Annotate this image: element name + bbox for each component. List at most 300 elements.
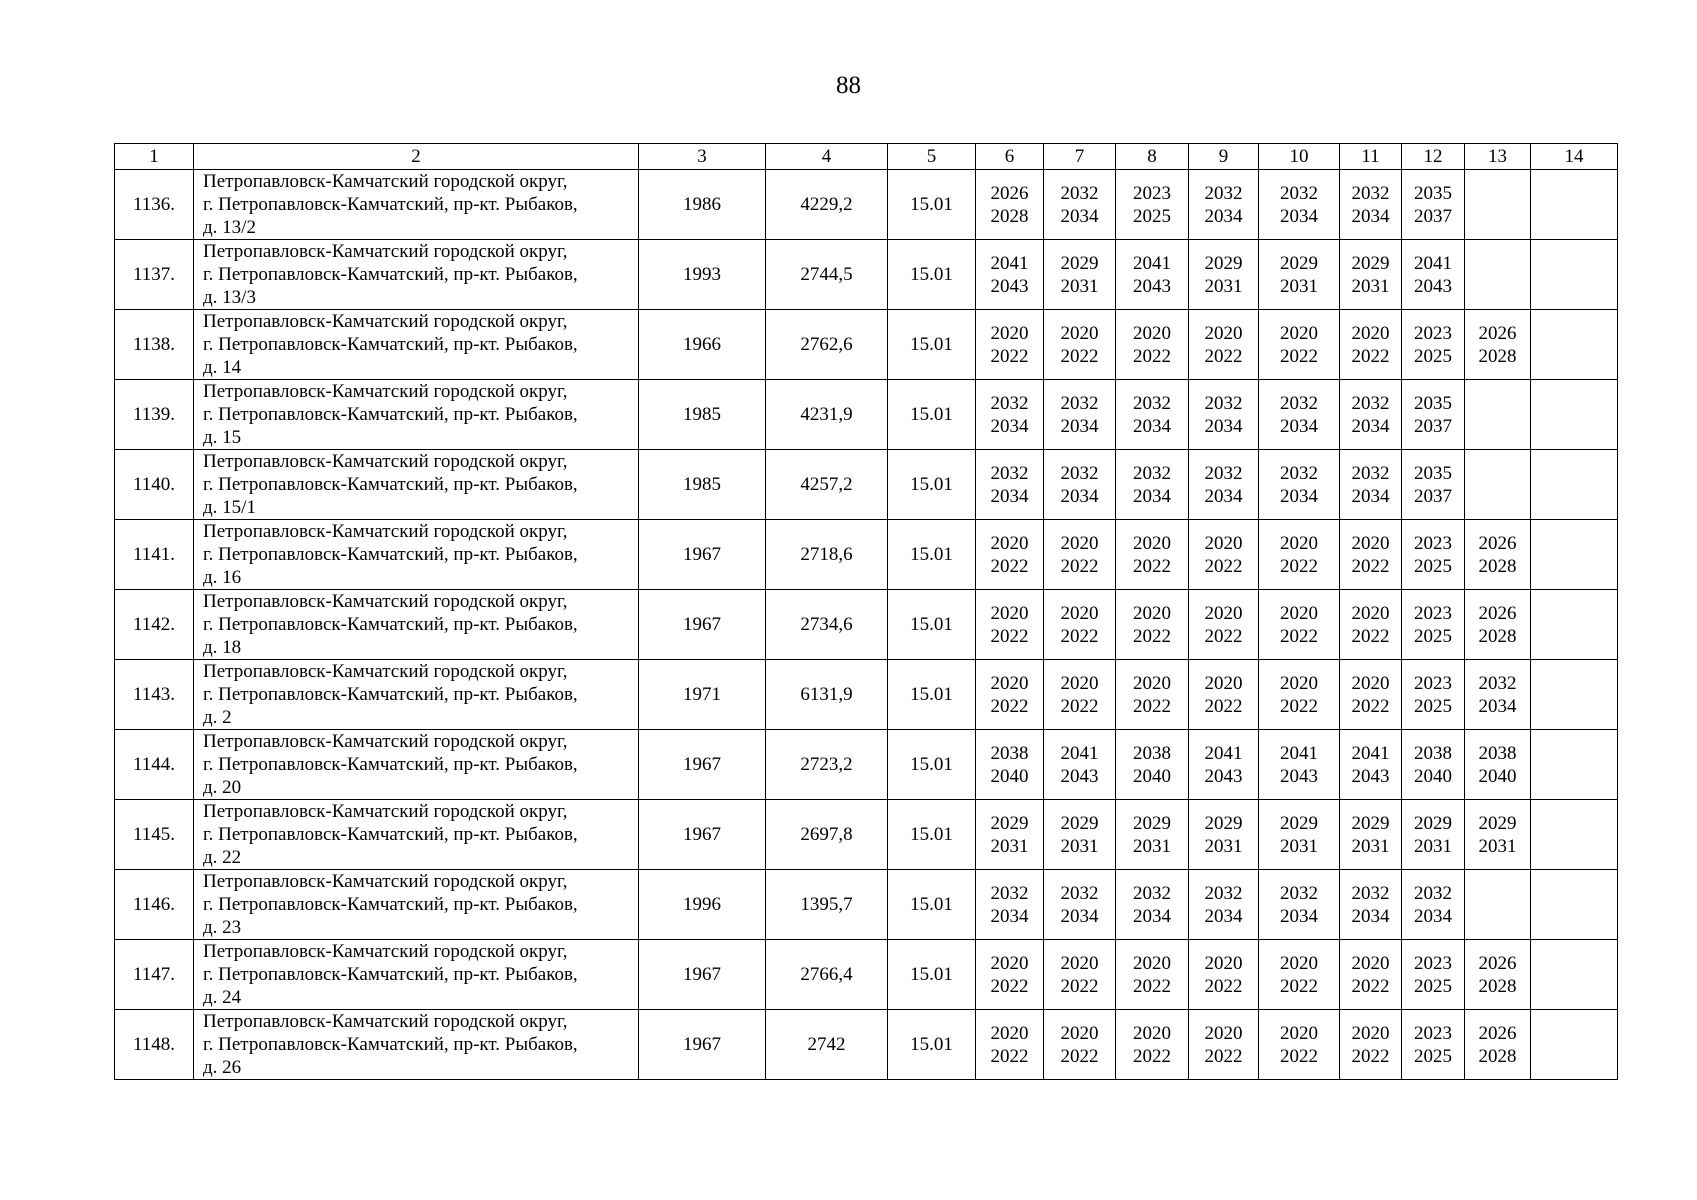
- period-end: 2028: [1478, 555, 1517, 577]
- period-cell: [1465, 240, 1531, 310]
- column-header: 2: [194, 144, 639, 170]
- period-end: 2028: [990, 205, 1029, 227]
- period-cell: [976, 590, 1044, 660]
- address-line: г. Петропавловск-Камчатский, пр-кт. Рыбаков,: [203, 194, 578, 215]
- row-number-cell: 1146.: [115, 870, 194, 940]
- period-cell: [1531, 660, 1618, 730]
- period-start: 2020: [1351, 672, 1390, 694]
- period-cell: [1189, 520, 1259, 590]
- area-cell: 2697,8: [766, 800, 888, 870]
- period-end: 2034: [990, 485, 1029, 507]
- period-end: 2040: [1414, 765, 1452, 787]
- period-cell: [1116, 660, 1189, 730]
- period-cell: [1340, 310, 1402, 380]
- year-cell: 1986: [639, 170, 766, 240]
- period-cell: [1259, 590, 1340, 660]
- period-start: 2020: [1060, 532, 1099, 554]
- period-cell: [1340, 730, 1402, 800]
- period-cell: [1189, 450, 1259, 520]
- period-start: 2020: [1351, 322, 1390, 344]
- period-end: 2022: [1060, 975, 1099, 997]
- period-end: 2034: [1478, 695, 1517, 717]
- table-row: [115, 380, 1618, 450]
- address-cell: [194, 1010, 639, 1080]
- address-line: Петропавловск-Камчатский городской округ,: [203, 731, 568, 752]
- period-start: 2020: [1204, 322, 1243, 344]
- year-cell: 1967: [639, 1010, 766, 1080]
- address-line: г. Петропавловск-Камчатский, пр-кт. Рыбаков,: [203, 964, 578, 985]
- period-end: 2034: [1280, 485, 1318, 507]
- period-end: 2031: [1351, 275, 1390, 297]
- address-line: Петропавловск-Камчатский городской округ,: [203, 1011, 568, 1032]
- period-end: 2022: [990, 625, 1029, 647]
- year-cell: 1967: [639, 940, 766, 1010]
- area-cell: 2766,4: [766, 940, 888, 1010]
- period-start: 2032: [1351, 392, 1390, 414]
- address-line: д. 13/3: [203, 287, 256, 308]
- period-end: 2031: [1351, 835, 1390, 857]
- period-cell: [1116, 520, 1189, 590]
- period-start: 2023: [1414, 532, 1452, 554]
- period-end: 2022: [990, 975, 1029, 997]
- period-start: 2032: [1204, 392, 1243, 414]
- period-end: 2034: [990, 905, 1029, 927]
- area-cell: 6131,9: [766, 660, 888, 730]
- period-cell: [1044, 730, 1116, 800]
- year-cell: 1967: [639, 800, 766, 870]
- period-cell: [1402, 170, 1465, 240]
- area-cell: 2762,6: [766, 310, 888, 380]
- period-end: 2034: [1280, 415, 1318, 437]
- period-cell: [1116, 870, 1189, 940]
- period-end: 2040: [1133, 765, 1171, 787]
- address-line: г. Петропавловск-Камчатский, пр-кт. Рыбаков,: [203, 894, 578, 915]
- address-cell: [194, 590, 639, 660]
- period-end: 2034: [1133, 905, 1171, 927]
- period-cell: [1189, 940, 1259, 1010]
- address-line: Петропавловск-Камчатский городской округ,: [203, 311, 568, 332]
- row-number-cell: 1148.: [115, 1010, 194, 1080]
- period-start: 2029: [1478, 812, 1517, 834]
- row-number-cell: 1138.: [115, 310, 194, 380]
- period-cell: [1402, 940, 1465, 1010]
- period-cell: [1116, 730, 1189, 800]
- period-start: 2020: [1133, 952, 1171, 974]
- period-start: 2020: [1204, 672, 1243, 694]
- period-start: 2038: [1414, 742, 1452, 764]
- period-cell: [976, 730, 1044, 800]
- column-header: 14: [1531, 144, 1618, 170]
- period-end: 2034: [1204, 415, 1243, 437]
- year-cell: 1967: [639, 590, 766, 660]
- period-cell: [1531, 730, 1618, 800]
- period-start: 2020: [990, 532, 1029, 554]
- period-cell: [1259, 660, 1340, 730]
- address-line: г. Петропавловск-Камчатский, пр-кт. Рыбаков,: [203, 1034, 578, 1055]
- period-cell: [1465, 940, 1531, 1010]
- table-row: [115, 800, 1618, 870]
- period-end: 2022: [1060, 345, 1099, 367]
- period-start: 2032: [1280, 392, 1318, 414]
- period-cell: [1189, 1010, 1259, 1080]
- period-cell: [1044, 590, 1116, 660]
- period-start: 2038: [1478, 742, 1517, 764]
- address-cell: [194, 800, 639, 870]
- period-end: 2022: [990, 1045, 1029, 1067]
- period-cell: [1340, 800, 1402, 870]
- period-cell: [1531, 1010, 1618, 1080]
- period-end: 2022: [1060, 1045, 1099, 1067]
- period-end: 2025: [1414, 695, 1452, 717]
- code-cell: 15.01: [888, 730, 976, 800]
- period-start: 2032: [990, 392, 1029, 414]
- period-start: 2026: [1478, 532, 1517, 554]
- period-start: 2020: [990, 1022, 1029, 1044]
- period-cell: [1531, 520, 1618, 590]
- period-start: 2020: [1280, 1022, 1318, 1044]
- column-header: 7: [1044, 144, 1116, 170]
- period-start: 2023: [1414, 322, 1452, 344]
- address-line: д. 13/2: [203, 217, 256, 238]
- period-cell: [1531, 870, 1618, 940]
- period-cell: [1116, 940, 1189, 1010]
- address-line: д. 24: [203, 987, 242, 1008]
- period-cell: [1259, 450, 1340, 520]
- period-start: 2032: [1280, 462, 1318, 484]
- row-number-cell: 1144.: [115, 730, 194, 800]
- period-start: 2041: [1060, 742, 1099, 764]
- code-cell: 15.01: [888, 870, 976, 940]
- period-start: 2032: [1351, 182, 1390, 204]
- row-number-cell: 1145.: [115, 800, 194, 870]
- period-end: 2034: [1060, 415, 1099, 437]
- period-cell: [1531, 590, 1618, 660]
- period-start: 2020: [1133, 1022, 1171, 1044]
- period-end: 2034: [1133, 485, 1171, 507]
- period-cell: [1402, 870, 1465, 940]
- period-cell: [1259, 730, 1340, 800]
- address-cell: [194, 450, 639, 520]
- row-number-cell: 1139.: [115, 380, 194, 450]
- period-end: 2031: [1478, 835, 1517, 857]
- period-cell: [1116, 1010, 1189, 1080]
- period-cell: [1402, 660, 1465, 730]
- period-cell: [1189, 800, 1259, 870]
- table-row: [115, 310, 1618, 380]
- period-start: 2020: [1060, 602, 1099, 624]
- period-start: 2020: [1204, 952, 1243, 974]
- period-end: 2022: [990, 695, 1029, 717]
- period-cell: [976, 170, 1044, 240]
- table-row: [115, 520, 1618, 590]
- period-end: 2034: [1351, 205, 1390, 227]
- period-end: 2022: [1204, 1045, 1243, 1067]
- period-cell: [1044, 520, 1116, 590]
- period-start: 2026: [990, 182, 1029, 204]
- period-end: 2034: [1414, 905, 1452, 927]
- period-cell: [1531, 240, 1618, 310]
- period-cell: [1044, 800, 1116, 870]
- period-cell: [1259, 940, 1340, 1010]
- column-header: 13: [1465, 144, 1531, 170]
- period-start: 2023: [1414, 602, 1452, 624]
- column-number-row: [115, 144, 1618, 170]
- column-header: 10: [1259, 144, 1340, 170]
- period-end: 2022: [1060, 555, 1099, 577]
- period-start: 2020: [1060, 322, 1099, 344]
- address-line: г. Петропавловск-Камчатский, пр-кт. Рыбаков,: [203, 334, 578, 355]
- period-cell: [1465, 170, 1531, 240]
- period-start: 2029: [1060, 812, 1099, 834]
- period-end: 2034: [990, 415, 1029, 437]
- address-line: г. Петропавловск-Камчатский, пр-кт. Рыбаков,: [203, 824, 578, 845]
- period-cell: [1531, 380, 1618, 450]
- address-line: Петропавловск-Камчатский городской округ,: [203, 801, 568, 822]
- period-cell: [1189, 590, 1259, 660]
- period-start: 2032: [1204, 182, 1243, 204]
- period-start: 2029: [1280, 812, 1318, 834]
- period-cell: [1340, 450, 1402, 520]
- period-end: 2022: [1133, 625, 1171, 647]
- code-cell: 15.01: [888, 310, 976, 380]
- period-start: 2032: [1133, 392, 1171, 414]
- period-cell: [1340, 1010, 1402, 1080]
- period-end: 2025: [1414, 555, 1452, 577]
- column-header: 8: [1116, 144, 1189, 170]
- period-start: 2029: [1280, 252, 1318, 274]
- address-line: д. 14: [203, 357, 242, 378]
- period-cell: [1116, 310, 1189, 380]
- period-start: 2020: [1351, 602, 1390, 624]
- address-line: Петропавловск-Камчатский городской округ,: [203, 521, 568, 542]
- address-line: г. Петропавловск-Камчатский, пр-кт. Рыбаков,: [203, 614, 578, 635]
- period-end: 2022: [1280, 1045, 1318, 1067]
- period-start: 2029: [1133, 812, 1171, 834]
- address-line: Петропавловск-Камчатский городской округ,: [203, 941, 568, 962]
- period-cell: [1402, 730, 1465, 800]
- period-end: 2022: [1060, 695, 1099, 717]
- period-end: 2031: [1133, 835, 1171, 857]
- period-start: 2020: [1280, 602, 1318, 624]
- period-cell: [1465, 660, 1531, 730]
- period-start: 2020: [1133, 532, 1171, 554]
- address-cell: [194, 240, 639, 310]
- period-start: 2020: [1280, 672, 1318, 694]
- period-start: 2020: [1351, 532, 1390, 554]
- row-number-cell: 1147.: [115, 940, 194, 1010]
- period-end: 2022: [1280, 555, 1318, 577]
- period-cell: [1402, 450, 1465, 520]
- address-cell: [194, 660, 639, 730]
- period-start: 2029: [1204, 812, 1243, 834]
- period-cell: [1340, 240, 1402, 310]
- period-end: 2022: [1133, 695, 1171, 717]
- period-end: 2043: [1204, 765, 1243, 787]
- period-cell: [1531, 450, 1618, 520]
- period-cell: [1340, 660, 1402, 730]
- period-cell: [1259, 520, 1340, 590]
- period-start: 2020: [1133, 322, 1171, 344]
- period-start: 2035: [1414, 182, 1452, 204]
- period-start: 2032: [1060, 392, 1099, 414]
- period-cell: [976, 380, 1044, 450]
- period-cell: [1402, 240, 1465, 310]
- address-cell: [194, 730, 639, 800]
- period-start: 2035: [1414, 392, 1452, 414]
- period-end: 2028: [1478, 625, 1517, 647]
- period-start: 2032: [990, 462, 1029, 484]
- address-cell: [194, 310, 639, 380]
- period-end: 2022: [1133, 975, 1171, 997]
- period-end: 2034: [1351, 905, 1390, 927]
- period-end: 2022: [1351, 555, 1390, 577]
- period-cell: [1402, 310, 1465, 380]
- period-start: 2020: [990, 602, 1029, 624]
- period-end: 2022: [1351, 345, 1390, 367]
- period-cell: [1189, 380, 1259, 450]
- period-end: 2034: [1280, 205, 1318, 227]
- period-start: 2041: [990, 252, 1029, 274]
- period-cell: [1340, 590, 1402, 660]
- address-line: г. Петропавловск-Камчатский, пр-кт. Рыбаков,: [203, 474, 578, 495]
- period-start: 2029: [1060, 252, 1099, 274]
- period-start: 2029: [1414, 812, 1452, 834]
- address-line: д. 22: [203, 847, 242, 868]
- period-end: 2034: [1133, 415, 1171, 437]
- period-cell: [1465, 520, 1531, 590]
- address-line: д. 23: [203, 917, 242, 938]
- period-end: 2037: [1414, 485, 1452, 507]
- period-start: 2020: [1351, 1022, 1390, 1044]
- period-end: 2022: [1351, 975, 1390, 997]
- period-cell: [1116, 170, 1189, 240]
- period-cell: [1044, 870, 1116, 940]
- address-line: д. 26: [203, 1057, 242, 1078]
- year-cell: 1967: [639, 520, 766, 590]
- period-end: 2022: [1204, 975, 1243, 997]
- period-cell: [1189, 170, 1259, 240]
- period-start: 2020: [1060, 672, 1099, 694]
- period-cell: [1340, 380, 1402, 450]
- period-cell: [1340, 170, 1402, 240]
- period-start: 2032: [1204, 882, 1243, 904]
- period-start: 2041: [1280, 742, 1318, 764]
- address-line: г. Петропавловск-Камчатский, пр-кт. Рыбаков,: [203, 404, 578, 425]
- period-end: 2025: [1133, 205, 1171, 227]
- year-cell: 1996: [639, 870, 766, 940]
- period-cell: [1402, 800, 1465, 870]
- period-cell: [1465, 870, 1531, 940]
- period-end: 2022: [1204, 695, 1243, 717]
- address-cell: [194, 870, 639, 940]
- address-line: д. 18: [203, 637, 242, 658]
- year-cell: 1993: [639, 240, 766, 310]
- period-start: 2020: [990, 672, 1029, 694]
- period-end: 2022: [1280, 345, 1318, 367]
- period-start: 2029: [1351, 812, 1390, 834]
- address-line: д. 2: [203, 707, 232, 728]
- code-cell: 15.01: [888, 450, 976, 520]
- period-start: 2032: [1133, 882, 1171, 904]
- period-end: 2031: [1060, 835, 1099, 857]
- period-start: 2026: [1478, 952, 1517, 974]
- row-number-cell: 1143.: [115, 660, 194, 730]
- area-cell: 4229,2: [766, 170, 888, 240]
- table-row: [115, 170, 1618, 240]
- period-start: 2029: [1351, 252, 1390, 274]
- row-number-cell: 1140.: [115, 450, 194, 520]
- period-end: 2022: [1133, 1045, 1171, 1067]
- period-cell: [1465, 1010, 1531, 1080]
- period-cell: [1189, 660, 1259, 730]
- address-line: Петропавловск-Камчатский городской округ,: [203, 661, 568, 682]
- period-end: 2037: [1414, 415, 1452, 437]
- column-header: 5: [888, 144, 976, 170]
- period-cell: [976, 1010, 1044, 1080]
- period-cell: [1189, 240, 1259, 310]
- housing-register-table: [114, 143, 1618, 1080]
- period-end: 2043: [990, 275, 1029, 297]
- period-end: 2022: [1351, 695, 1390, 717]
- row-number-cell: 1137.: [115, 240, 194, 310]
- row-number-cell: 1141.: [115, 520, 194, 590]
- table-row: [115, 660, 1618, 730]
- area-cell: 2742: [766, 1010, 888, 1080]
- address-cell: [194, 940, 639, 1010]
- year-cell: 1967: [639, 730, 766, 800]
- period-start: 2020: [1133, 672, 1171, 694]
- period-start: 2023: [1133, 182, 1171, 204]
- address-line: г. Петропавловск-Камчатский, пр-кт. Рыбаков,: [203, 684, 578, 705]
- period-start: 2041: [1351, 742, 1390, 764]
- period-end: 2022: [1351, 625, 1390, 647]
- period-cell: [1116, 380, 1189, 450]
- period-end: 2031: [1204, 275, 1243, 297]
- period-cell: [1465, 450, 1531, 520]
- year-cell: 1966: [639, 310, 766, 380]
- period-start: 2020: [1280, 322, 1318, 344]
- period-start: 2032: [1060, 882, 1099, 904]
- column-header: 11: [1340, 144, 1402, 170]
- period-cell: [1465, 730, 1531, 800]
- period-cell: [1402, 380, 1465, 450]
- address-line: д. 15: [203, 427, 242, 448]
- period-end: 2022: [1204, 345, 1243, 367]
- period-cell: [1116, 800, 1189, 870]
- period-cell: [1402, 1010, 1465, 1080]
- period-cell: [1044, 310, 1116, 380]
- period-end: 2028: [1478, 345, 1517, 367]
- period-start: 2035: [1414, 462, 1452, 484]
- period-start: 2041: [1133, 252, 1171, 274]
- period-start: 2032: [1351, 462, 1390, 484]
- period-end: 2025: [1414, 345, 1452, 367]
- table-row: [115, 1010, 1618, 1080]
- period-cell: [976, 240, 1044, 310]
- period-cell: [1116, 240, 1189, 310]
- period-start: 2038: [990, 742, 1029, 764]
- period-start: 2020: [1133, 602, 1171, 624]
- period-cell: [1531, 170, 1618, 240]
- period-cell: [1044, 940, 1116, 1010]
- code-cell: 15.01: [888, 660, 976, 730]
- area-cell: 2744,5: [766, 240, 888, 310]
- period-cell: [1465, 310, 1531, 380]
- period-start: 2023: [1414, 1022, 1452, 1044]
- row-number-cell: 1136.: [115, 170, 194, 240]
- period-cell: [1189, 310, 1259, 380]
- row-number-cell: 1142.: [115, 590, 194, 660]
